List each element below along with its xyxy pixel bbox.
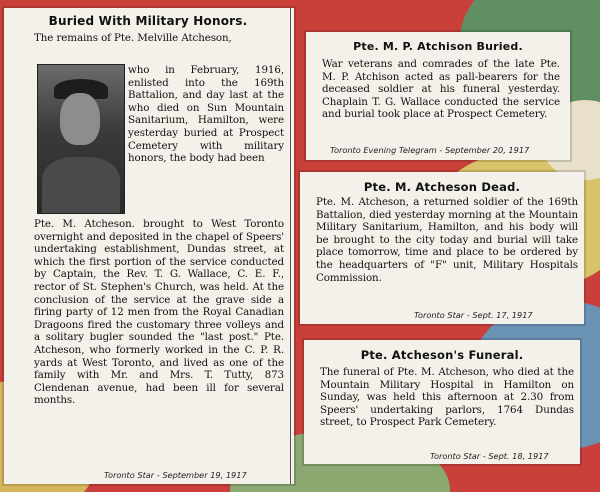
clipping-atchison-buried: [306, 32, 570, 160]
clipping-headline: Pte. M. P. Atchison Buried.: [353, 40, 523, 53]
clipping-body-text: War veterans and comrades of the late Pte. M. P. Atchison acted as pall-bearers for the deceased soldier at his funeral yesterday. Chaplain T. G. Wallace conducted the service and burial took place at Prospect Cemetery.: [322, 58, 560, 121]
clipping-military-honors: [4, 8, 294, 484]
clipping-body-text: Pte. M. Atcheson, a returned soldier of the 169th Battalion, died yesterday morning at the Mountain Military Sanitarium, Hamilton, and his body will be brought to the city today and burial will take place tomorrow, time and place to be ordered by the headquarters of "F" unit, Military Hospitals Commission.: [316, 196, 578, 284]
clipping-body-text: Pte. M. Atcheson. brought to West Toronto overnight and deposited in the chapel of Speers' undertaking establishment, Dundas street, at which the first portion of the service conducted by Captain, the Rev. T. G. Wallace, C. E. F., rector of St. Stephen's Church, was held. At the conclusion of the service at the grave side a firing party of 12 men from the Royal Canadian Dragoons fired the customary three volleys and a solitary bugler sounded the "last post." Pte. Atcheson, who formerly worked in the C. P. R. yards at West Toronto, and lived as one of the family with Mr. and Mrs. T. Tutty, 873 Clendenan avenue, had been ill for several months.: [34, 218, 284, 407]
clipping-side-text: who in February, 1916, enlisted into the 169th Battalion, and day last at the who died on Sun Mountain Sanitarium, Hamilton, were yesterday buried at Prospect Cemetery with military honors, the body had been: [128, 64, 284, 165]
clipping-lead-text: The remains of Pte. Melville Atcheson,: [34, 32, 232, 44]
clipping-atcheson-funeral: [304, 340, 580, 464]
clipping-atcheson-dead: [300, 172, 584, 324]
soldier-portrait-photo: [37, 64, 125, 214]
source-caption: Toronto Star - Sept. 18, 1917: [430, 451, 549, 461]
clipping-body-text: The funeral of Pte. M. Atcheson, who died at the Mountain Military Hospital in Hamilton on Sunday, was held this afternoon at 2.30 from Speers' undertaking parlors, 1764 Dundas street, to Prospect Park Cemetery.: [320, 366, 574, 429]
face-shape: [60, 93, 100, 145]
clipping-headline: Pte. Atcheson's Funeral.: [360, 348, 524, 362]
source-caption: Toronto Star - September 19, 1917: [104, 470, 247, 480]
source-caption: Toronto Star - Sept. 17, 1917: [414, 310, 533, 320]
clipping-headline: Buried With Military Honors.: [48, 14, 248, 28]
column-rule: [290, 8, 291, 484]
uniform-shape: [42, 157, 120, 213]
source-caption: Toronto Evening Telegram - September 20, 1917: [330, 145, 530, 155]
clipping-headline: Pte. M. Atcheson Dead.: [363, 180, 521, 194]
